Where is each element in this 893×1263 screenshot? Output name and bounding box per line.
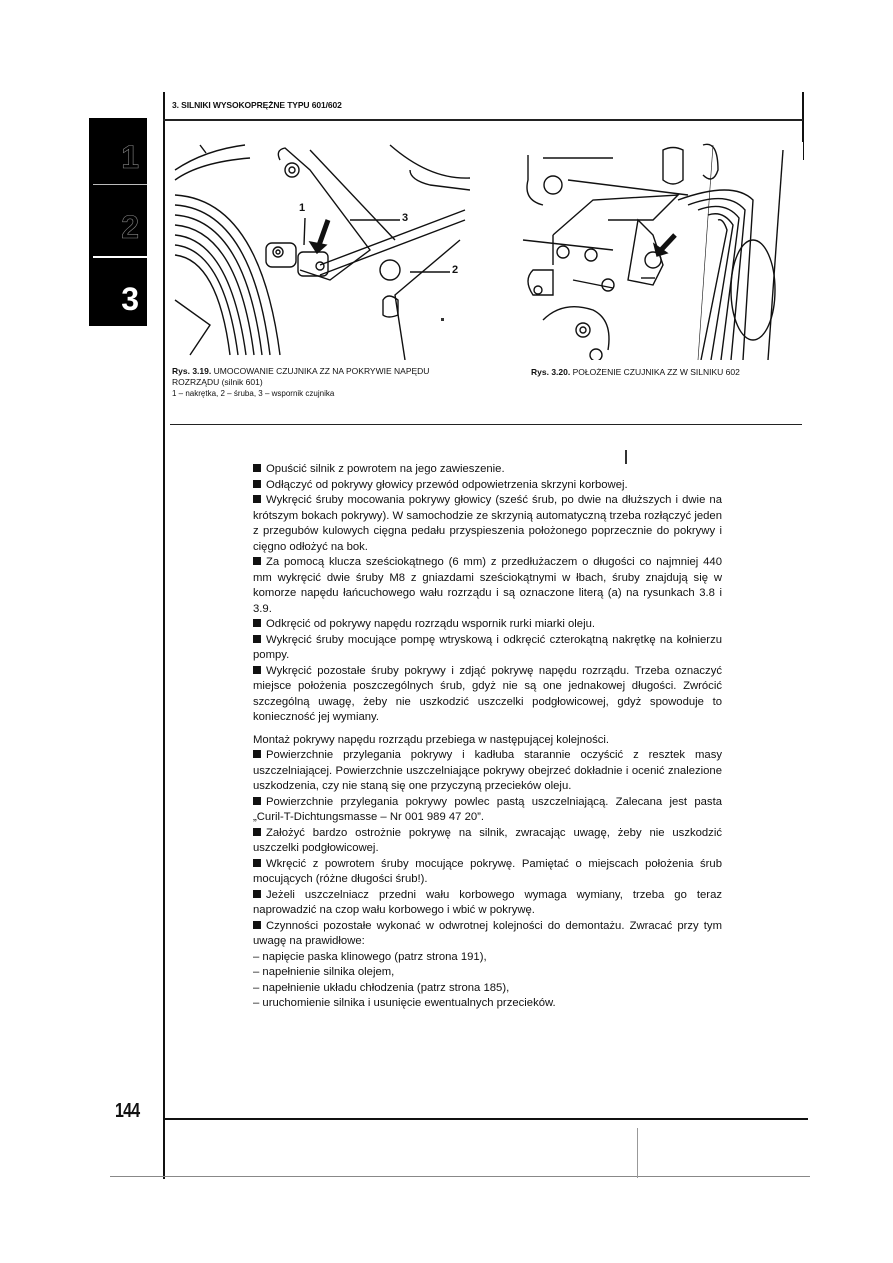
step-item: Czynności pozostałe wykonać w odwrotnej kolejności do demontażu. Zwracać przy tym uwagę na prawidłowe: [253,919,722,947]
scan-speck [637,1128,638,1178]
chapter-tab-label: 2 [121,209,139,245]
figure-title: POŁOŻENIE CZUJNIKA ZZ W SILNIKU 602 [572,367,740,377]
bullet-square-icon [253,828,261,836]
chapter-tab-1 [89,118,147,182]
scan-speck [625,450,627,464]
step-item: Wkręcić z powrotem śruby mocujące pokrywę. Pamiętać o miejscach położenia śrub mocujących (różne długości śrub!). [253,857,722,885]
callout-2: 2 [452,264,459,276]
step-item: Odkręcić od pokrywy napędu rozrządu wspornik rurki miarki oleju. [253,617,722,633]
assembly-intro: Montaż pokrywy napędu rozrządu przebiega w następującej kolejności. [253,733,610,746]
checklist-item: – napięcie paska klinowego (patrz strona 191), [253,950,487,963]
step-item: Wykręcić pozostałe śruby pokrywy i zdjąć pokrywę napędu rozrządu. Trzeba oznaczyć miejsce położenia poszczególnych śrub, gdyż nie są one jednakowej długości. Zwrócić szczególną uwagę, żeby nie uszkodzić uszczelki podgłowicowej, gdyż spowoduje to konieczność jej wymiany. [253,664,722,723]
bullet-square-icon [253,921,261,929]
step-item: Za pomocą klucza sześciokątnego (6 mm) z przedłużaczem o długości co najmniej 440 mm wykręcić dwie śruby M8 z gniazdami sześciokątnymi w łbach, śruby znajdują się w komorze napędu łańcuchowego wału rozrządu i są oznaczone literą (a) na rysunkach 3.8 i 3.9. [253,556,722,615]
bullet-square-icon [253,495,261,503]
chapter-tab-label: 1 [121,139,139,175]
page-bottom-edge [110,1176,810,1177]
figure-separator-rule [170,424,802,425]
bullet-square-icon [253,557,261,565]
bullet-square-icon [253,797,261,805]
page-frame-left-rule [163,92,165,1179]
figure-title: UMOCOWANIE CZUJNIKA ZZ NA POKRYWIE NAPĘDU ROZRZĄDU (silnik 601) [172,366,430,387]
step-item: Wykręcić śruby mocowania pokrywy głowicy (sześć śrub, po dwie na dłuższych i dwie na krótszym bokach pokrywy). W samochodzie ze skrzynią automatyczną trzeba rozłączyć jeden z przegubów kulowych cięgna pedału przyspieszenia położonego poprzecznie do pokrywy i cięgno odłożyć na bok. [253,494,722,553]
step-item: Powierzchnie przylegania pokrywy powlec pastą uszczelniającą. Zalecana jest pasta „Curil-T-Dichtungsmasse – Nr 001 989 47 20”. [253,795,722,823]
bullet-square-icon [253,635,261,643]
tab-divider [93,184,147,185]
bullet-square-icon [253,890,261,898]
callout-3: 3 [402,212,409,224]
bullet-square-icon [253,619,261,627]
header-rule [163,119,803,121]
figure-3-20-caption [531,367,801,378]
figure-number: Rys. 3.20. [531,367,571,377]
checklist-item: – napełnienie układu chłodzenia (patrz strona 185), [253,981,510,994]
chapter-thumb-tabs [89,118,147,326]
step-item: Jeżeli uszczelniacz przedni wału korbowego wymaga wymiany, trzeba go teraz naprowadzić na czop wału korbowego i wbić w pokrywę. [253,888,722,916]
bullet-square-icon [253,666,261,674]
figure-legend: 1 – nakrętka, 2 – śruba, 3 – wspornik czujnika [172,389,335,398]
figure-3-19-illustration [170,140,470,360]
bullet-square-icon [253,859,261,867]
step-item: Powierzchnie przylegania pokrywy i kadłuba starannie oczyścić z resztek masy uszczelniającej. Powierzchnie uszczelniające pokrywy obejrzeć dokładnie i ocenić znalezione uszkodzenia, czy nie staną się one przyczyną przecieków oleju. [253,749,722,792]
step-item: Odłączyć od pokrywy głowicy przewód odpowietrzenia skrzyni korbowej. [253,478,722,494]
figure-3-20-illustration [513,140,793,360]
callout-1: 1 [299,202,306,214]
figure-number: Rys. 3.19. [172,366,212,376]
footer-rule [163,1118,808,1120]
checklist-item: – uruchomienie silnika i usunięcie ewentualnych przecieków. [253,997,556,1009]
step-item: Założyć bardzo ostrożnie pokrywę na silnik, zwracając uwagę, żeby nie uszkodzić uszczelki podgłowicowej. [253,826,722,854]
bullet-square-icon [253,464,261,472]
scan-speck [441,318,444,321]
checklist-item: – napełnienie silnika olejem, [253,966,395,978]
chapter-tab-label: 3 [121,281,139,317]
running-header-title: 3. SILNIKI WYSOKOPRĘŻNE TYPU 601/602 [172,100,342,110]
chapter-tab-3-active [89,260,147,324]
instructions-text-block [253,462,722,1012]
bullet-square-icon [253,750,261,758]
figure-3-19-caption [172,366,472,399]
bullet-square-icon [253,480,261,488]
page-number: 144 [115,1100,140,1122]
tab-divider [93,256,147,258]
chapter-tab-2 [89,188,147,252]
page-frame-right-rule-lower [803,140,804,160]
step-item: Wykręcić śruby mocujące pompę wtryskową i odkręcić czterokątną nakrętkę na kołnierzu pompy. [253,633,722,661]
page-frame-right-rule [802,92,804,142]
step-item: Opuścić silnik z powrotem na jego zawieszenie. [253,462,722,478]
